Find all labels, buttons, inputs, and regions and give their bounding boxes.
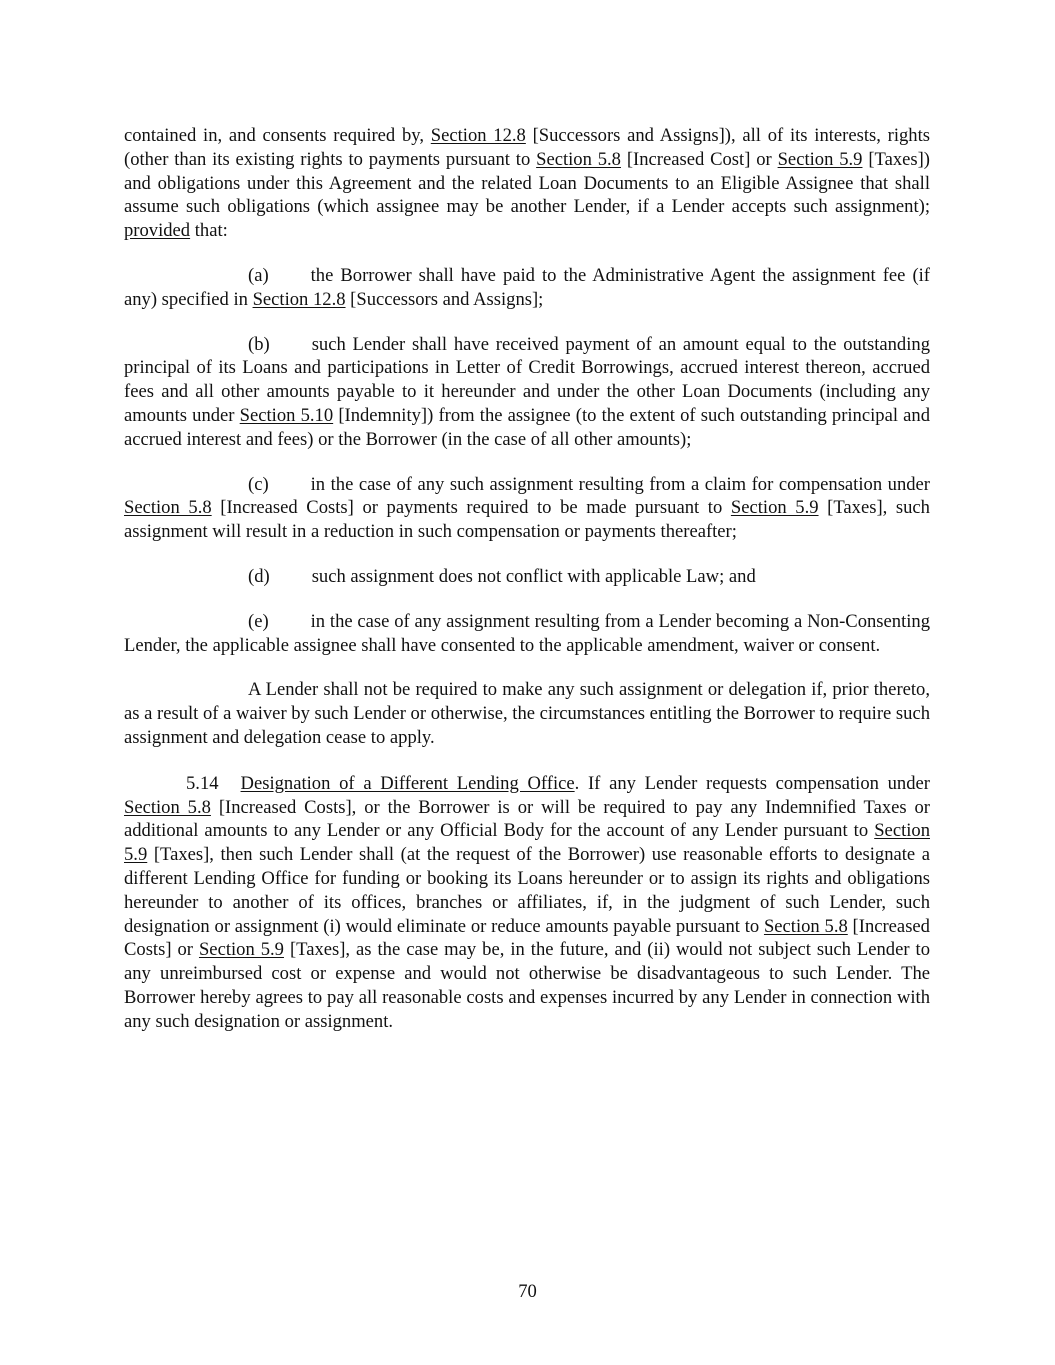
clause-label: (c)	[248, 473, 269, 495]
section-reference: Section 5.10	[239, 404, 334, 426]
clause-d	[124, 565, 930, 589]
clause-text: such assignment does not conflict with applicable Law; and	[311, 565, 756, 587]
clause-text: the Borrower shall have paid to the Administrative Agent the assignment fee (if any) specified in	[124, 264, 930, 310]
section-reference: Section 5.9	[730, 497, 819, 519]
clause-a	[124, 264, 930, 312]
intro-text: [Taxes]) and obligations under this Agreement and the related Loan Documents to an Eligible Assignee that shall assume such obligations (which assignee may be another Lender, if a Lender accepts such assignment);	[124, 148, 930, 218]
clause-label: (b)	[248, 333, 270, 355]
section-reference: Section 5.8	[124, 796, 211, 818]
closing-paragraph	[124, 678, 930, 749]
clause-text: [Successors and Assigns];	[345, 288, 544, 310]
section-text: [Increased Costs] or	[124, 915, 930, 961]
clause-e	[124, 610, 930, 658]
clause-text: [Indemnity]) from the assignee (to the extent of such outstanding principal and accrued interest and fees) or the Borrower (in the case of all other amounts);	[124, 404, 930, 450]
section-text: [Taxes], as the case may be, in the future, and (ii) would not subject such Lender to any unreimbursed cost or expense and would not otherwise be disadvantageous to such Lender. The Borrower hereby agrees to pay all reasonable costs and expenses incurred by any Lender in connection with any such designation or assignment.	[124, 939, 930, 1032]
clause-label: (a)	[248, 264, 269, 286]
section-reference: Section 5.8	[124, 497, 212, 519]
section-reference: Section 5.9	[124, 820, 930, 866]
section-text: . If any Lender requests compensation under	[574, 772, 930, 794]
clause-c	[124, 473, 930, 544]
section-number: 5.14	[186, 772, 219, 794]
section-reference: Section 12.8	[430, 125, 526, 146]
section-5-14	[124, 772, 930, 1034]
closing-text: A Lender shall not be required to make any such assignment or delegation if, prior thereto, as a result of a waiver by such Lender or otherwise, the circumstances entitling the Borrower to require such assignment and delegation cease to apply.	[124, 679, 930, 748]
section-text: [Increased Costs], or the Borrower is or will be required to pay any Indemnified Taxes or additional amounts to any Lender or any Official Body for the account of any Lender pursuant to	[124, 796, 930, 842]
intro-paragraph	[124, 124, 930, 243]
section-reference: Section 5.9	[777, 148, 863, 170]
intro-text: [Increased Cost] or	[620, 148, 778, 170]
section-reference: Section 5.9	[198, 939, 284, 961]
section-reference: Section 5.8	[536, 148, 621, 170]
provided-term: provided	[124, 220, 191, 242]
clause-text: in the case of any assignment resulting from a Lender becoming a Non-Consenting Lender, the applicable assignee shall have consented to the applicable amendment, waiver or consent.	[124, 610, 930, 656]
section-text: [Taxes], then such Lender shall (at the request of the Borrower) use reasonable efforts to designate a different Lending Office for funding or booking its Loans hereunder or to assign its rights and obligations hereunder to another of its offices, branches or affiliates, if, in the judgment of such Lender, such designation or assignment (i) would eliminate or reduce amounts payable pursuant to	[124, 844, 930, 937]
clause-label: (e)	[248, 610, 269, 632]
clause-text: [Taxes], such assignment will result in a reduction in such compensation or payments thereafter;	[124, 497, 930, 543]
clause-text: in the case of any such assignment resulting from a claim for compensation under	[310, 473, 930, 495]
section-heading: Designation of a Different Lending Office	[240, 772, 575, 794]
clause-text: [Increased Costs] or payments required to be made pursuant to	[211, 497, 731, 519]
page-number: 70	[518, 1281, 537, 1302]
intro-text: [Successors and Assigns]), all of its interests, rights (other than its existing rights to payments pursuant to	[124, 125, 931, 170]
section-reference: Section 5.8	[763, 915, 848, 937]
section-reference: Section 12.8	[252, 288, 346, 310]
intro-text: contained in, and consents required by,	[124, 125, 431, 146]
clause-b	[124, 333, 930, 452]
clause-text: such Lender shall have received payment of an amount equal to the outstanding principal of its Loans and participations in Letter of Credit Borrowings, accrued interest thereon, accrued fees and all other amounts payable to it hereunder and under the other Loan Documents (including any amounts under	[124, 333, 930, 426]
document-page	[124, 124, 930, 1034]
clause-label: (d)	[248, 565, 270, 587]
intro-text: that:	[190, 220, 228, 242]
